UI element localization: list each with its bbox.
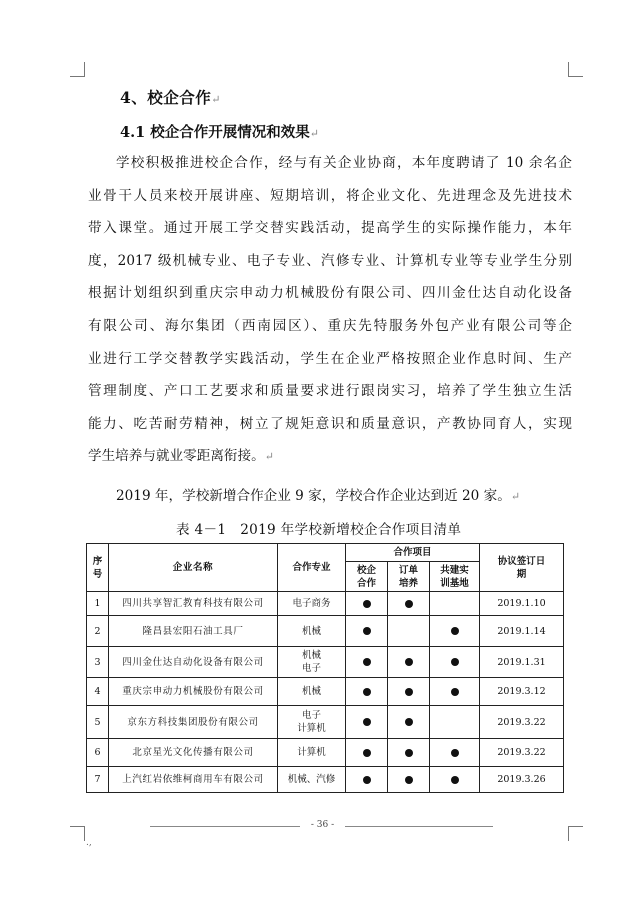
cell-base <box>430 647 480 678</box>
filled-circle-icon <box>451 776 459 784</box>
cell-seq: 7 <box>87 767 109 793</box>
paragraph-mark: ., <box>86 838 92 848</box>
footer-rule-left <box>150 826 300 827</box>
header-date: 协议签订日 期 <box>480 544 564 592</box>
filled-circle-icon <box>363 658 371 666</box>
table-row <box>87 706 564 739</box>
filled-circle-icon <box>405 658 413 666</box>
cell-base <box>430 592 480 616</box>
cell-major <box>278 706 346 739</box>
filled-circle-icon <box>363 627 371 635</box>
table-row <box>87 767 564 793</box>
cell-coop <box>346 592 388 616</box>
major-text: 计算机 <box>297 723 326 734</box>
paragraph-line: 管理制度、产口工艺要求和质量要求进行跟岗实习，培养了学生独立生活 <box>88 383 572 400</box>
filled-circle-icon <box>405 749 413 757</box>
cell-company: 隆昌县宏阳石油工具厂 <box>109 616 278 647</box>
filled-circle-icon <box>363 688 371 696</box>
cell-major <box>278 678 346 706</box>
body-paragraph <box>88 147 572 473</box>
cell-major <box>278 767 346 793</box>
filled-circle-icon <box>363 600 371 608</box>
paragraph-line: 带入课堂。通过开展工学交替实践活动，提高学生的实际操作能力，本年 <box>88 220 572 237</box>
cell-company: 上汽红岩依维柯商用车有限公司 <box>109 767 278 793</box>
cell-order <box>388 647 430 678</box>
cell-seq: 6 <box>87 739 109 767</box>
table-row <box>87 739 564 767</box>
filled-circle-icon <box>363 718 371 726</box>
cell-seq: 3 <box>87 647 109 678</box>
paragraph-line: 学校积极推进校企合作，经与有关企业协商，本年度聘请了 10 余名企 <box>116 155 572 171</box>
major-text: 机械 <box>301 650 321 661</box>
cell-coop <box>346 706 388 739</box>
cell-date: 2019.1.10 <box>480 592 564 616</box>
cell-base <box>430 739 480 767</box>
cell-date: 2019.3.22 <box>480 706 564 739</box>
filled-circle-icon <box>451 749 459 757</box>
cell-order <box>388 739 430 767</box>
header-major: 合作专业 <box>278 544 346 592</box>
cell-order <box>388 678 430 706</box>
table-row <box>87 647 564 678</box>
cell-coop <box>346 767 388 793</box>
cell-base <box>430 767 480 793</box>
cell-base <box>430 616 480 647</box>
cell-company: 京东方科技集团股份有限公司 <box>109 706 278 739</box>
filled-circle-icon <box>405 688 413 696</box>
filled-circle-icon <box>363 776 371 784</box>
page-number: - 36 - <box>310 820 335 830</box>
crop-mark-top-left <box>70 62 85 77</box>
crop-mark-top-right <box>568 62 583 77</box>
cell-seq: 5 <box>87 706 109 739</box>
filled-circle-icon <box>405 776 413 784</box>
cell-company: 四川金仕达自动化设备有限公司 <box>109 647 278 678</box>
header-seq: 序 号 <box>87 544 109 592</box>
header-order-training: 订单 培养 <box>388 562 430 592</box>
major-text: 机械 <box>301 686 321 697</box>
paragraph-line: 度，2017 级机械专业、电子专业、汽修专业、计算机专业等专业学生分别 <box>88 252 572 269</box>
cell-order <box>388 592 430 616</box>
filled-circle-icon <box>363 749 371 757</box>
paragraph-line: 学生培养与就业零距离衔接。↵ <box>88 448 274 465</box>
paragraph-line: 有限公司、海尔集团（西南园区）、重庆先特服务外包产业有限公司等企 <box>88 317 572 334</box>
major-text: 电子 <box>301 710 321 721</box>
paragraph-line: 业骨干人员来校开展讲座、短期培训，将企业文化、先进理念及先进技术 <box>88 187 572 204</box>
cell-coop <box>346 739 388 767</box>
crop-mark-bottom-left <box>70 826 85 841</box>
crop-mark-bottom-right <box>568 826 583 841</box>
cooperation-table <box>86 543 564 793</box>
cell-company: 重庆宗申动力机械股份有限公司 <box>109 678 278 706</box>
major-text: 电子商务 <box>292 598 331 609</box>
header-company: 企业名称 <box>109 544 278 592</box>
filled-circle-icon <box>451 658 459 666</box>
footer-rule-right <box>345 826 493 827</box>
cell-order <box>388 706 430 739</box>
cell-order <box>388 616 430 647</box>
cell-seq: 2 <box>87 616 109 647</box>
paragraph-line: 能力、吃苦耐劳精神，树立了规矩意识和质量意识，产教协同育人，实现 <box>88 415 572 432</box>
cell-seq: 1 <box>87 592 109 616</box>
filled-circle-icon <box>405 718 413 726</box>
header-school-enterprise: 校企 合作 <box>346 562 388 592</box>
major-text: 机械 <box>301 625 321 637</box>
filled-circle-icon <box>405 600 413 608</box>
cell-date: 2019.1.14 <box>480 616 564 647</box>
cell-company: 四川共享智汇教育科技有限公司 <box>109 592 278 616</box>
cell-date: 2019.3.26 <box>480 767 564 793</box>
cell-major <box>278 739 346 767</box>
major-text: 机械、汽修 <box>287 774 336 785</box>
section-heading: 4、校企合作↵ <box>120 88 222 107</box>
cell-major <box>278 647 346 678</box>
return-mark: ↵ <box>264 450 274 464</box>
table-caption: 表 4－1 2019 年学校新增校企合作项目清单 <box>176 522 462 538</box>
cell-coop <box>346 647 388 678</box>
paragraph-line: 业进行工学交替教学实践活动，学生在企业严格按照企业作息时间、生产 <box>88 350 572 367</box>
subsection-heading: 4.1 校企合作开展情况和效果↵ <box>120 124 319 141</box>
cell-base <box>430 706 480 739</box>
cell-seq: 4 <box>87 678 109 706</box>
cell-date: 2019.1.31 <box>480 647 564 678</box>
cell-major <box>278 592 346 616</box>
major-text: 电子 <box>301 663 321 674</box>
major-text: 计算机 <box>297 747 326 758</box>
table-row <box>87 592 564 616</box>
cell-coop <box>346 678 388 706</box>
cell-company: 北京星光文化传播有限公司 <box>109 739 278 767</box>
table-row <box>87 678 564 706</box>
header-projects: 合作项目 <box>346 544 480 562</box>
summary-paragraph: 2019 年，学校新增合作企业 9 家，学校合作企业达到近 20 家。↵ <box>116 488 521 504</box>
cell-major <box>278 616 346 647</box>
cell-base <box>430 678 480 706</box>
paragraph-line: 根据计划组织到重庆宗申动力机械股份有限公司、四川金仕达自动化设备 <box>88 285 572 302</box>
filled-circle-icon <box>451 688 459 696</box>
filled-circle-icon <box>451 627 459 635</box>
cell-date: 2019.3.12 <box>480 678 564 706</box>
header-training-base: 共建实 训基地 <box>430 562 480 592</box>
cell-order <box>388 767 430 793</box>
cell-date: 2019.3.22 <box>480 739 564 767</box>
cell-coop <box>346 616 388 647</box>
table-row <box>87 616 564 647</box>
